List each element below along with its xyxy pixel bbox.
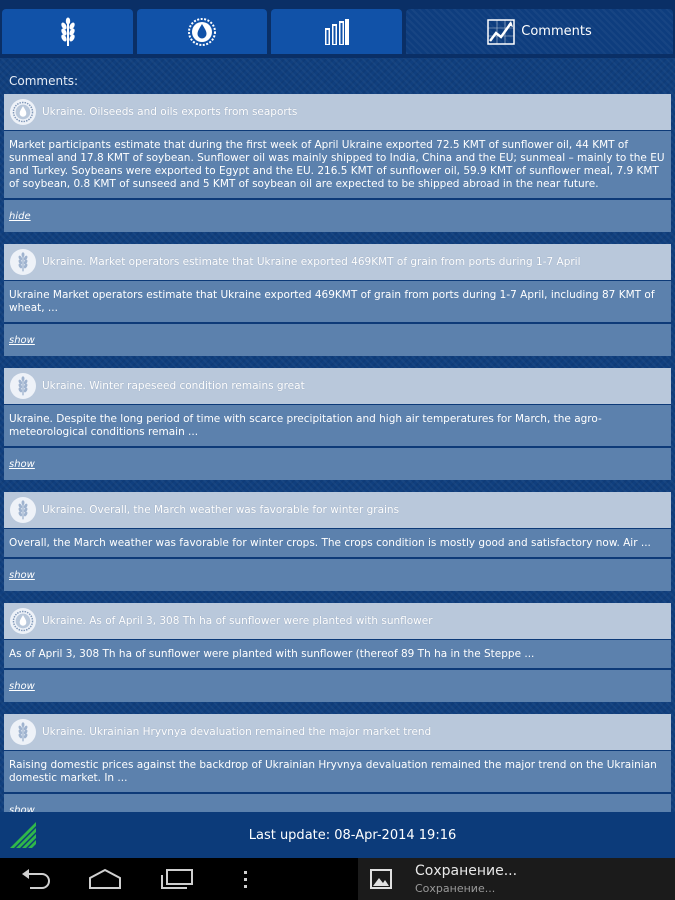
comment-item (4, 368, 671, 480)
comment-title: Ukraine. Overall, the March weather was favorable for winter grains (42, 504, 400, 516)
app-logo-icon (8, 820, 38, 854)
comment-title-row[interactable] (4, 244, 671, 281)
tab-comments-label: Comments (521, 24, 592, 39)
comment-title: Ukraine. Oilseeds and oils exports from seaports (42, 106, 298, 118)
comment-body: Ukraine Market operators estimate that Ukraine exported 469KMT of grain from ports during 1-7 April, including 87 KMT of wheat, ... (4, 281, 671, 324)
recents-icon[interactable] (160, 868, 194, 894)
back-icon[interactable] (20, 868, 52, 894)
comment-body: Ukraine. Despite the long period of time with scarce precipitation and high air temperatures for March, the agro-meteorological conditions remain ... (4, 405, 671, 448)
last-update-text: Last update: 08-Apr-2014 19:16 (248, 827, 457, 843)
comment-item (4, 603, 671, 702)
comment-title-row[interactable] (4, 368, 671, 405)
tab-comments[interactable] (406, 9, 673, 54)
notification-subtitle: Сохранение... (415, 882, 496, 895)
show-link[interactable]: show (4, 559, 671, 591)
comment-item (4, 714, 671, 812)
comment-item (4, 94, 671, 232)
tab-grain[interactable] (2, 9, 133, 54)
comment-title-row[interactable] (4, 94, 671, 131)
show-link[interactable]: show (4, 670, 671, 702)
footer-bar (0, 812, 675, 858)
comment-title: Ukraine. As of April 3, 308 Th ha of sunflower were planted with sunflower (42, 615, 433, 627)
show-link[interactable]: show (4, 794, 671, 812)
overflow-menu-icon[interactable] (243, 868, 249, 894)
tab-oilseeds[interactable] (137, 9, 267, 54)
comments-list[interactable] (4, 94, 671, 812)
tab-statistics[interactable] (271, 9, 402, 54)
comment-item (4, 244, 671, 356)
home-icon[interactable] (88, 868, 122, 894)
comment-item (4, 492, 671, 591)
show-link[interactable]: show (4, 448, 671, 480)
notification-title: Сохранение... (415, 863, 518, 879)
oil-drop-icon (10, 99, 36, 125)
comment-body: As of April 3, 308 Th ha of sunflower were planted with sunflower (thereof 89 Th ha in the Steppe ... (4, 640, 671, 670)
wheat-icon (10, 719, 36, 745)
saving-notification[interactable] (358, 858, 675, 900)
comment-title-row[interactable] (4, 492, 671, 529)
hide-link[interactable]: hide (4, 200, 671, 232)
comment-body: Overall, the March weather was favorable for winter crops. The crops condition is mostly good and satisfactory now. Air ... (4, 529, 671, 559)
comment-title: Ukraine. Market operators estimate that Ukraine exported 469KMT of grain from ports during 1-7 April (42, 256, 581, 268)
wheat-icon (10, 249, 36, 275)
line-chart-icon (487, 19, 515, 45)
comment-title: Ukraine. Ukrainian Hryvnya devaluation remained the major market trend (42, 726, 432, 738)
wheat-icon (10, 373, 36, 399)
tab-bar (0, 0, 675, 58)
comment-body: Market participants estimate that during the first week of April Ukraine exported 72.5 KMT of sunflower oil, 44 KMT of sunmeal and 17.8 KMT of soybean. Sunflower oil was mainly shipped to India, China and the EU; sunmeal – mainly to the EU and Turkey. Soybeans were exported to Egypt and the EU. 216.5 KMT of sunflower oil, 59.9 KMT of sunflower meal, 7.9 KMT of soybean, 0.8 KMT of sunseed and 5 KMT of soybean oil are expected to be shipped abroad in the near future. (4, 131, 671, 200)
oil-drop-icon (187, 17, 217, 47)
section-heading: Comments: (9, 74, 79, 88)
bar-chart-icon (324, 18, 350, 46)
wheat-icon (10, 497, 36, 523)
oil-drop-icon (10, 608, 36, 634)
comment-title-row[interactable] (4, 714, 671, 751)
comment-title-row[interactable] (4, 603, 671, 640)
image-icon (370, 869, 392, 893)
show-link[interactable]: show (4, 324, 671, 356)
comment-title: Ukraine. Winter rapeseed condition remains great (42, 380, 305, 392)
wheat-icon (56, 17, 80, 47)
comment-body: Raising domestic prices against the backdrop of Ukrainian Hryvnya devaluation remained the major trend on the Ukrainian domestic market. In ... (4, 751, 671, 794)
